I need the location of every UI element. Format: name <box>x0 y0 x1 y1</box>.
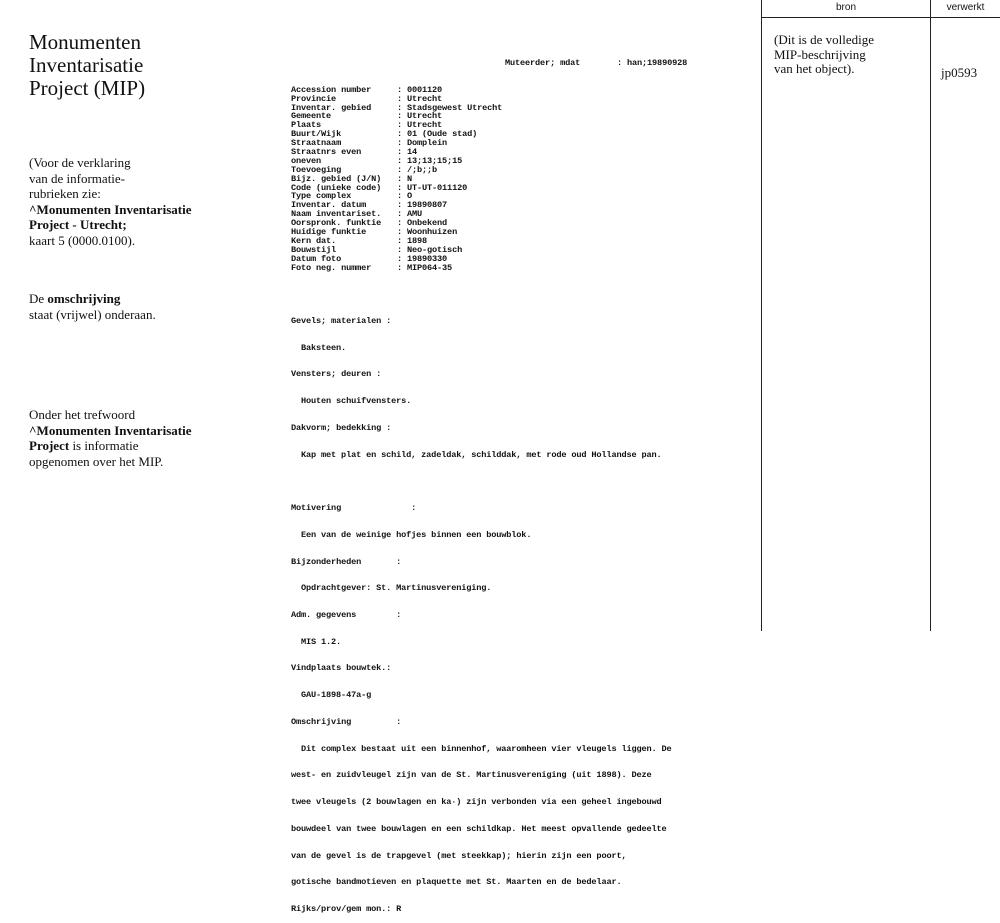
field-label: Huidige funktie <box>291 226 367 237</box>
description-line: van de gevel is de trapgevel (met steekkap); hierin zijn een poort, <box>291 850 627 861</box>
section-heading: Vindplaats bouwtek.: <box>291 663 392 674</box>
section-value: GAU-1898-47a-g <box>301 690 372 701</box>
bron-line: MIP-beschrijving <box>774 46 866 62</box>
note-line: staat (vrijwel) onderaan. <box>29 306 156 322</box>
explanation-note <box>29 155 191 248</box>
field-separator: : <box>397 200 403 211</box>
section-value: Een van de weinige hofjes binnen een bouwblok. <box>301 529 532 540</box>
field-separator: : <box>397 164 403 175</box>
field-value: MIP064-35 <box>407 262 453 273</box>
note-reference: Project <box>29 438 70 453</box>
field-separator: : <box>397 253 403 264</box>
section-heading: Vensters; deuren : <box>291 369 382 380</box>
field-separator: : <box>397 129 403 140</box>
column-header-bron: bron <box>835 2 856 13</box>
field-value: Stadsgewest Utrecht <box>407 102 503 113</box>
field-label: Inventar. datum <box>291 200 367 211</box>
note-reference: ^Monumenten Inventarisatie <box>29 201 192 217</box>
field-value: Woonhuizen <box>407 226 458 237</box>
field-label: oneven <box>291 155 322 166</box>
title-line: Monumenten <box>29 30 141 54</box>
record-field <box>291 104 672 113</box>
field-separator: : <box>397 102 403 113</box>
field-value: /;b;;b <box>407 164 438 175</box>
note-keyword: omschrijving <box>47 291 121 306</box>
field-value: N <box>407 173 413 184</box>
field-value: 1898 <box>407 235 428 246</box>
note-text: De <box>29 291 48 306</box>
field-label: Toevoeging <box>291 164 342 175</box>
record-field <box>291 130 672 139</box>
description-line: twee vleugels (2 bouwlagen en ka·) zijn verbonden via een geheel ingebouwd <box>291 797 662 808</box>
section-value: Houten schuifvensters. <box>301 396 412 407</box>
field-separator: : <box>397 84 403 95</box>
title-line: Inventarisatie <box>29 53 144 77</box>
column-header-verwerkt: verwerkt <box>946 2 985 13</box>
field-value: 0001120 <box>407 84 443 95</box>
field-separator: : <box>397 191 403 202</box>
bron-line: (Dit is de volledige <box>774 32 875 47</box>
verwerkt-cell: jp0593 <box>941 65 978 80</box>
section-heading: Motivering : <box>291 503 417 514</box>
page-title <box>29 31 145 100</box>
field-separator: : <box>397 138 403 149</box>
section-heading: Gevels; materialen : <box>291 316 392 327</box>
field-value: Utrecht <box>407 111 443 122</box>
field-value: 19890330 <box>407 253 448 264</box>
field-label: Accession number <box>291 84 372 95</box>
section-value: Baksteen. <box>301 342 347 353</box>
field-separator: : <box>397 209 403 220</box>
record-field <box>291 86 672 95</box>
description-line: west- en zuidvleugel zijn van de St. Martinusvereniging (uit 1898). Deze <box>291 770 652 781</box>
field-label: Straatnaam <box>291 138 342 149</box>
field-value: 13;13;15;15 <box>407 155 463 166</box>
field-value: Utrecht <box>407 120 443 131</box>
field-value: 01 (Oude stad) <box>407 129 478 140</box>
mutator-field <box>505 59 687 68</box>
description-line: Dit complex bestaat uit een binnenhof, waaromheen vier vleugels liggen. De <box>301 743 672 754</box>
field-separator: : <box>397 262 403 273</box>
field-value: Neo-gotisch <box>407 244 463 255</box>
field-separator: : <box>397 218 403 229</box>
section-value: Opdrachtgever: St. Martinusvereniging. <box>301 583 492 594</box>
note-line: kaart 5 (0000.0100). <box>29 232 136 248</box>
field-separator: : <box>397 120 403 131</box>
record-field <box>291 228 672 237</box>
field-label: Foto neg. nummer <box>291 262 372 273</box>
title-line: Project (MIP) <box>29 76 146 100</box>
note-line <box>29 291 156 307</box>
note-line <box>29 438 191 454</box>
field-label: Bouwstijl <box>291 244 337 255</box>
section-heading: Dakvorm; bedekking : <box>291 422 392 433</box>
section-heading: Bijzonderheden : <box>291 556 402 567</box>
description-note <box>29 291 156 322</box>
field-label: Type complex <box>291 191 352 202</box>
record-field <box>291 264 672 273</box>
header-divider <box>761 17 1000 18</box>
field-label: Buurt/Wijk <box>291 129 342 140</box>
field-separator: : <box>397 111 403 122</box>
note-line: rubrieken zie: <box>29 186 101 201</box>
bron-cell <box>774 33 874 77</box>
bron-line: van het object). <box>774 61 855 76</box>
field-separator: : <box>397 173 403 184</box>
table-border-left <box>761 0 762 631</box>
field-label: Muteerder; mdat <box>505 58 581 68</box>
keyword-note <box>29 407 191 469</box>
field-value: Utrecht <box>407 93 443 104</box>
record-field <box>291 246 672 255</box>
note-line: van de informatie- <box>29 170 126 186</box>
field-label: Bijz. gebied (J/N) <box>291 173 382 184</box>
field-value: UT-UT-011120 <box>407 182 468 193</box>
record-field <box>291 237 672 246</box>
field-value: Domplein <box>407 138 448 149</box>
field-value: AMU <box>407 209 423 220</box>
field-value: 19890807 <box>407 200 448 211</box>
section-value: MIS 1.2. <box>301 636 342 647</box>
field-value: : han;19890928 <box>617 58 688 68</box>
section-heading: Adm. gegevens : <box>291 610 402 621</box>
record-field <box>291 157 672 166</box>
field-value: O <box>407 191 413 202</box>
field-label: Kern dat. <box>291 235 337 246</box>
field-label: Plaats <box>291 120 322 131</box>
description-line: gotische bandmotieven en plaquette met St. Maarten en de bedelaar. <box>291 877 622 888</box>
field-separator: : <box>397 93 403 104</box>
record-field <box>291 112 672 121</box>
section-value: Kap met plat en schild, zadeldak, schilddak, met rode oud Hollandse pan. <box>301 449 662 460</box>
field-label: Code (unieke code) <box>291 182 382 193</box>
monument-status: Rijks/prov/gem mon.: R <box>291 903 402 914</box>
field-label: Gemeente <box>291 111 332 122</box>
field-separator: : <box>397 235 403 246</box>
field-separator: : <box>397 182 403 193</box>
field-label: Straatnrs even <box>291 146 362 157</box>
field-label: Datum foto <box>291 253 342 264</box>
note-reference: Project - Utrecht; <box>29 217 127 232</box>
description-line: bouwdeel van twee bouwlagen en een schildkap. Het meest opvallende gedeelte <box>291 823 667 834</box>
field-separator: : <box>397 155 403 166</box>
field-value: Onbekend <box>407 218 448 229</box>
field-label: Naam inventariset. <box>291 209 382 220</box>
record-field <box>291 148 672 157</box>
note-line: opgenomen over het MIP. <box>29 453 164 469</box>
mip-record <box>291 58 688 923</box>
record-field <box>291 121 672 130</box>
field-separator: : <box>397 226 403 237</box>
note-line: (Voor de verklaring <box>29 155 131 170</box>
note-text: is informatie <box>69 438 139 453</box>
note-line: Onder het trefwoord <box>29 407 136 422</box>
field-list <box>291 86 672 273</box>
section-heading: Omschrijving : <box>291 716 402 727</box>
field-label: Provincie <box>291 93 337 104</box>
field-separator: : <box>397 146 403 157</box>
field-label: Inventar. gebied <box>291 102 372 113</box>
field-separator: : <box>397 244 403 255</box>
note-reference: ^Monumenten Inventarisatie <box>29 422 192 438</box>
column-divider <box>930 0 931 631</box>
field-label: Oorspronk. funktie <box>291 218 382 229</box>
field-value: 14 <box>407 146 418 157</box>
